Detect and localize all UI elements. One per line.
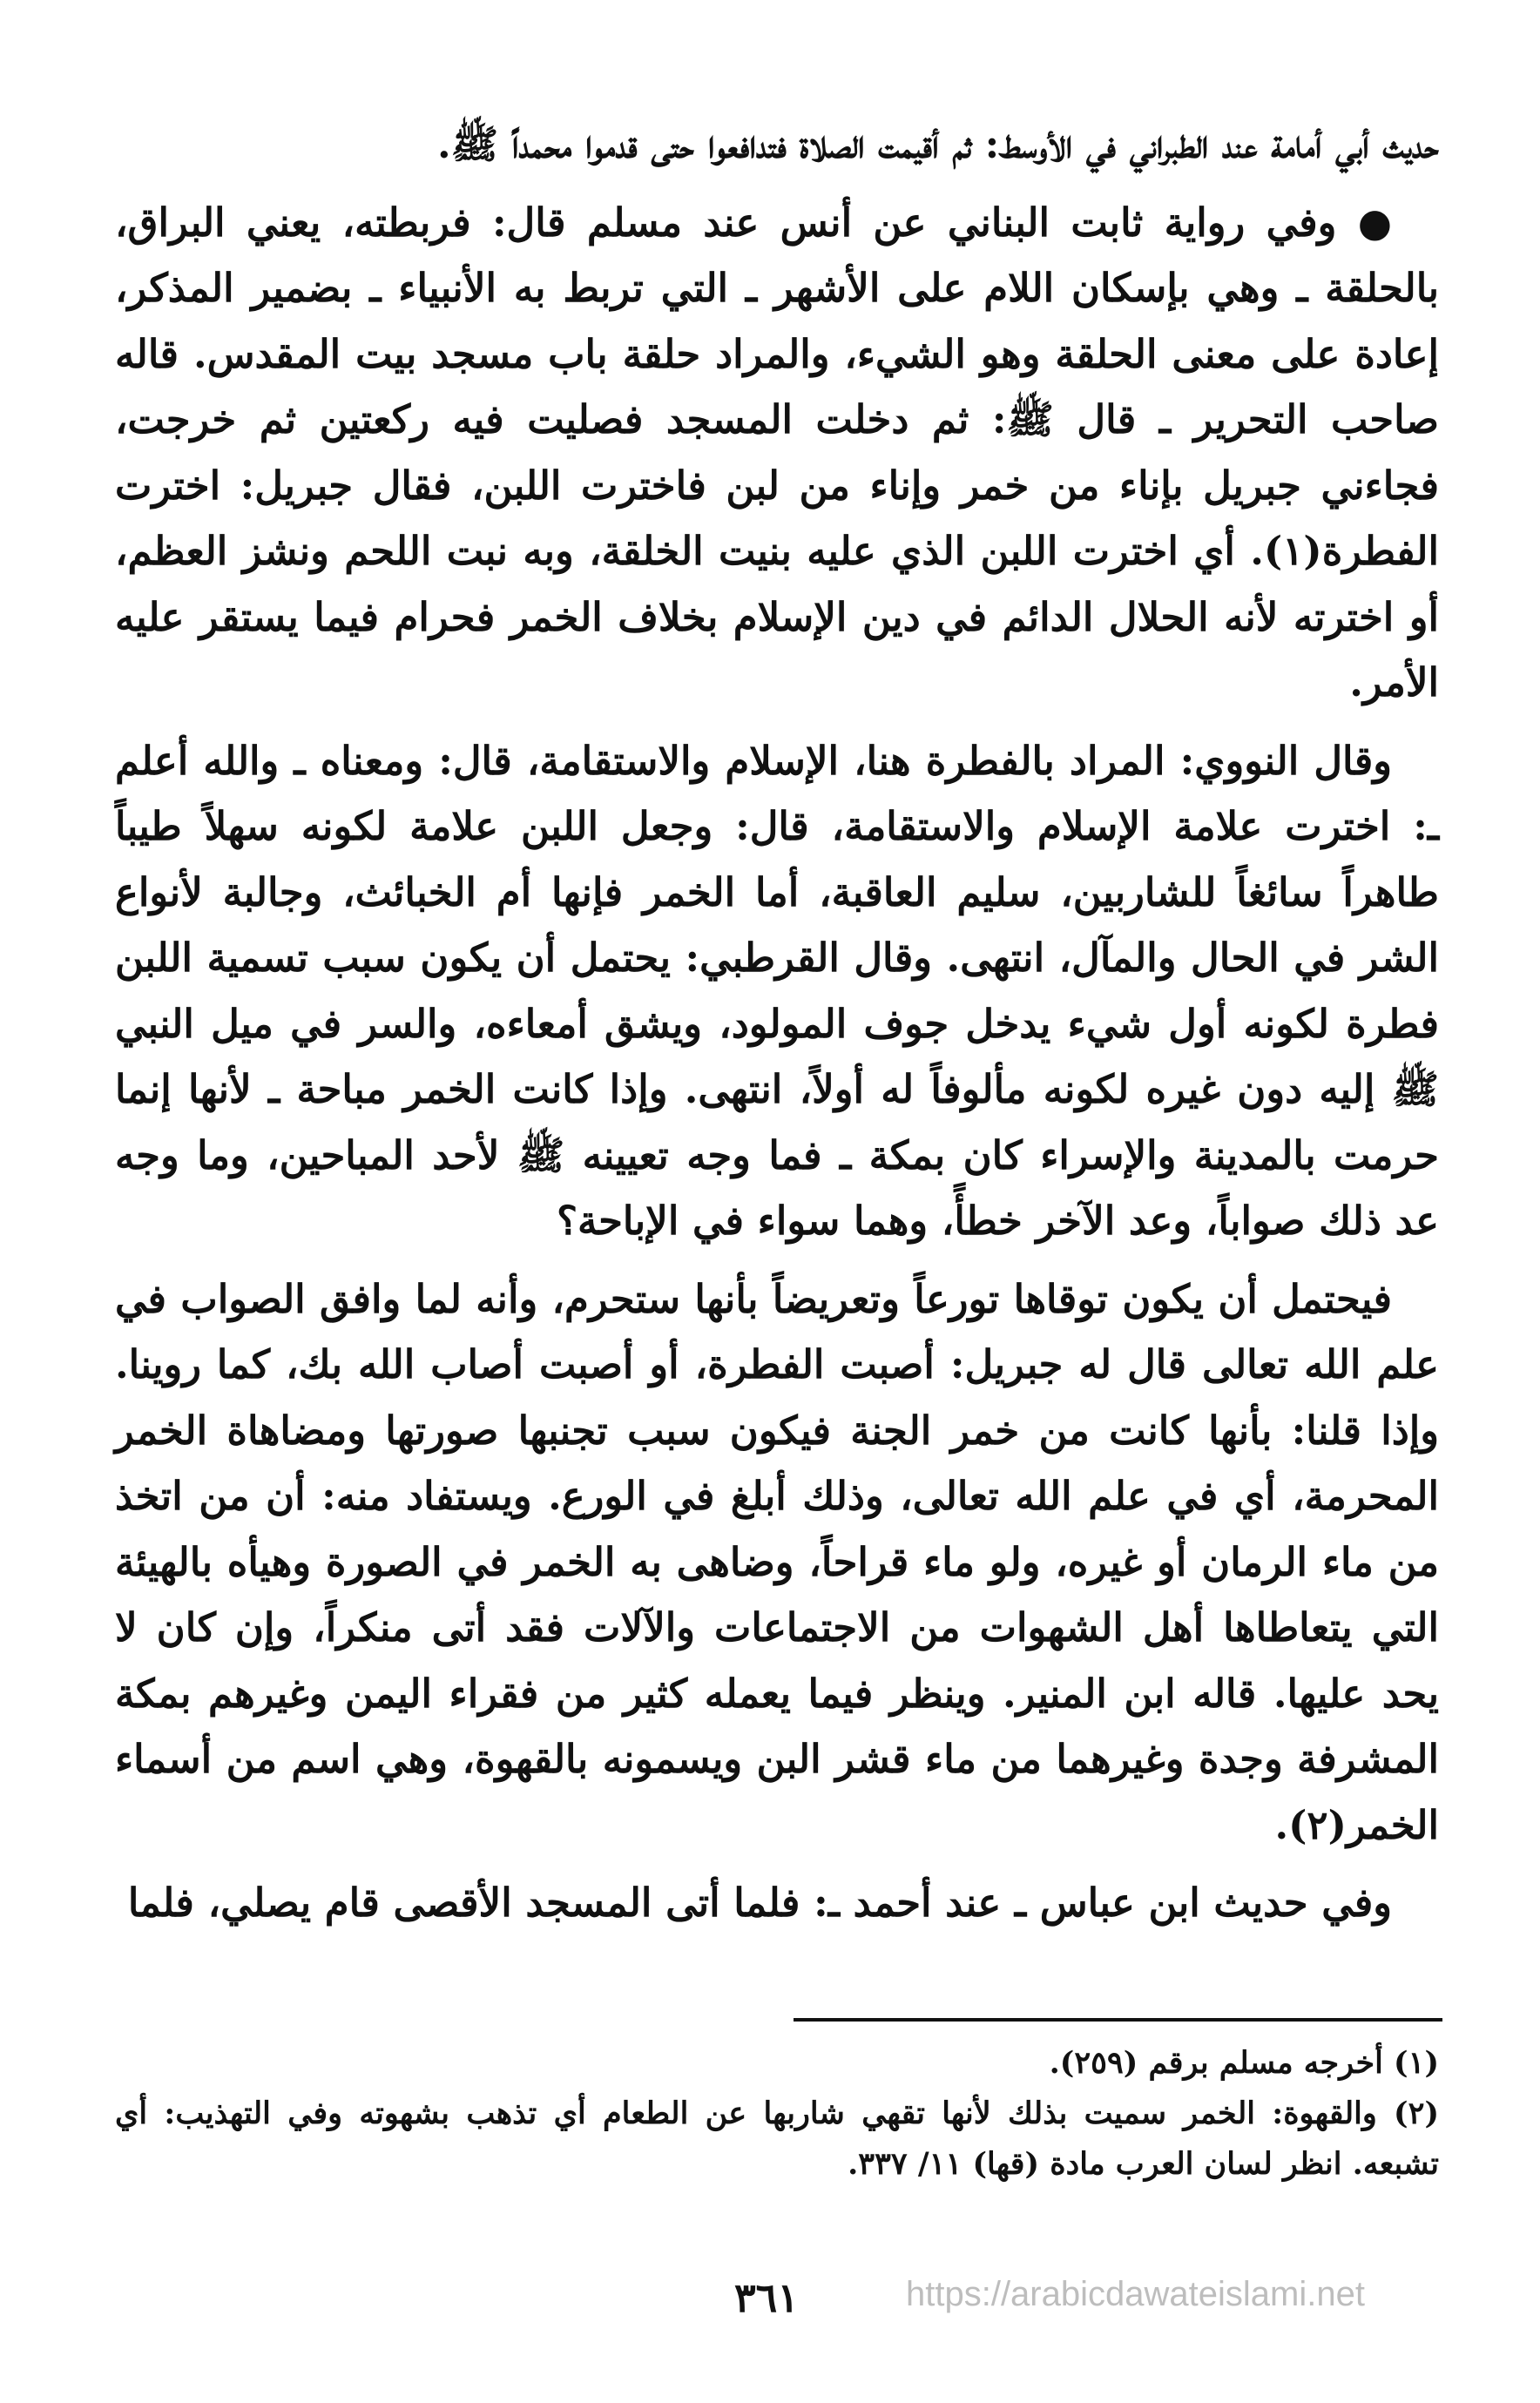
paragraph-2: ● وفي رواية ثابت البناني عن أنس عند مسلم قال: فربطته، يعني البراق، بالحلقة ـ وهي بإسكان اللام على الأشهر ـ التي تربط به الأنبياء ـ بضمير المذكر، إعادة على معنى الحلقة وهو الشيء، والمراد حلقة باب مسجد بيت المقدس. قاله صاحب التحرير ـ قال ﷺ: ثم دخلت المسجد فصليت فيه ركعتين ثم خرجت، فجاءني جبريل بإناء من خمر وإناء من لبن فاخترت اللبن، فقال جبريل: اخترت الفطرة(١). أي اخترت اللبن الذي عليه بنيت الخلقة، وبه نبت اللحم ونشز العظم، أو اخترته لأنه الحلال الدائم في دين الإسلام بخلاف الخمر فحرام فيما يستقر عليه الأمر. xyxy=(115,199,1439,705)
footnote-2: (٢) والقهوة: الخمر سميت بذلك لأنها تقهي شاربها عن الطعام أي تذهب بشهوته وفي التهذيب: أي تشبعه. انظر لسان العرب مادة (قها) ١١/ ٣٣٧. xyxy=(115,2096,1439,2182)
footnote-1: (١) أخرجه مسلم برقم (٢٥٩). xyxy=(1049,2045,1439,2081)
watermark-url: https://arabicdawateislami.net xyxy=(906,2275,1365,2313)
page-number: ٣٦١ xyxy=(733,2274,800,2321)
paragraph-1: حديث أبي أمامة عند الطبراني في الأوسط: ثم أقيمت الصلاة فتدافعوا حتى قدموا محمداً ﷺ. xyxy=(437,121,1439,167)
footnote-divider xyxy=(794,2018,1442,2022)
paragraph-3: وقال النووي: المراد بالفطرة هنا، الإسلام والاستقامة، قال: ومعناه ـ والله أعلم ـ: اخترت علامة الإسلام والاستقامة، قال: وجعل اللبن علامة لكونه سهلاً طيباً طاهراً سائغاً للشاربين، سليم العاقبة، أما الخمر فإنها أم الخبائث، وجالبة لأنواع الشر في الحال والمآل، انتهى. وقال القرطبي: يحتمل أن يكون سبب تسمية اللبن فطرة لكونه أول شيء يدخل جوف المولود، ويشق أمعاءه، والسر في ميل النبي ﷺ إليه دون غيره لكونه مألوفاً له أولاً، انتهى. وإذا كانت الخمر مباحة ـ لأنها إنما حرمت بالمدينة والإسراء كان بمكة ـ فما وجه تعيينه ﷺ لأحد المباحين، وما وجه عد ذلك صواباً، وعد الآخر خطأً، وهما سواء في الإباحة؟ xyxy=(115,737,1439,1244)
footnotes xyxy=(115,2038,1439,2190)
paragraph-4: فيحتمل أن يكون توقاها تورعاً وتعريضاً بأنها ستحرم، وأنه لما وافق الصواب في علم الله تعالى قال له جبريل: أصبت الفطرة، أو أصبت أصاب الله بك، كما روينا. وإذا قلنا: بأنها كانت من خمر الجنة فيكون سبب تجنبها صورتها ومضاهاة الخمر المحرمة، أي في علم الله تعالى، وذلك أبلغ في الورع. ويستفاد منه: أن من اتخذ من ماء الرمان أو غيره، ولو ماء قراحاً، وضاهى به الخمر في الصورة وهيأه بالهيئة التي يتعاطاها أهل الشهوات من الاجتماعات والآلات فقد أتى منكراً، وإن كان لا يحد عليها. قاله ابن المنير. وينظر فيما يعمله كثير من فقراء اليمن وغيرهم بمكة المشرفة وجدة وغيرهما من ماء قشر البن ويسمونه بالقهوة، وهي اسم من أسماء الخمر(٢). xyxy=(115,1275,1439,1848)
main-text xyxy=(115,111,1439,1948)
paragraph-5: وفي حديث ابن عباس ـ عند أحمد ـ: فلما أتى المسجد الأقصى قام يصلي، فلما xyxy=(127,1880,1392,1926)
